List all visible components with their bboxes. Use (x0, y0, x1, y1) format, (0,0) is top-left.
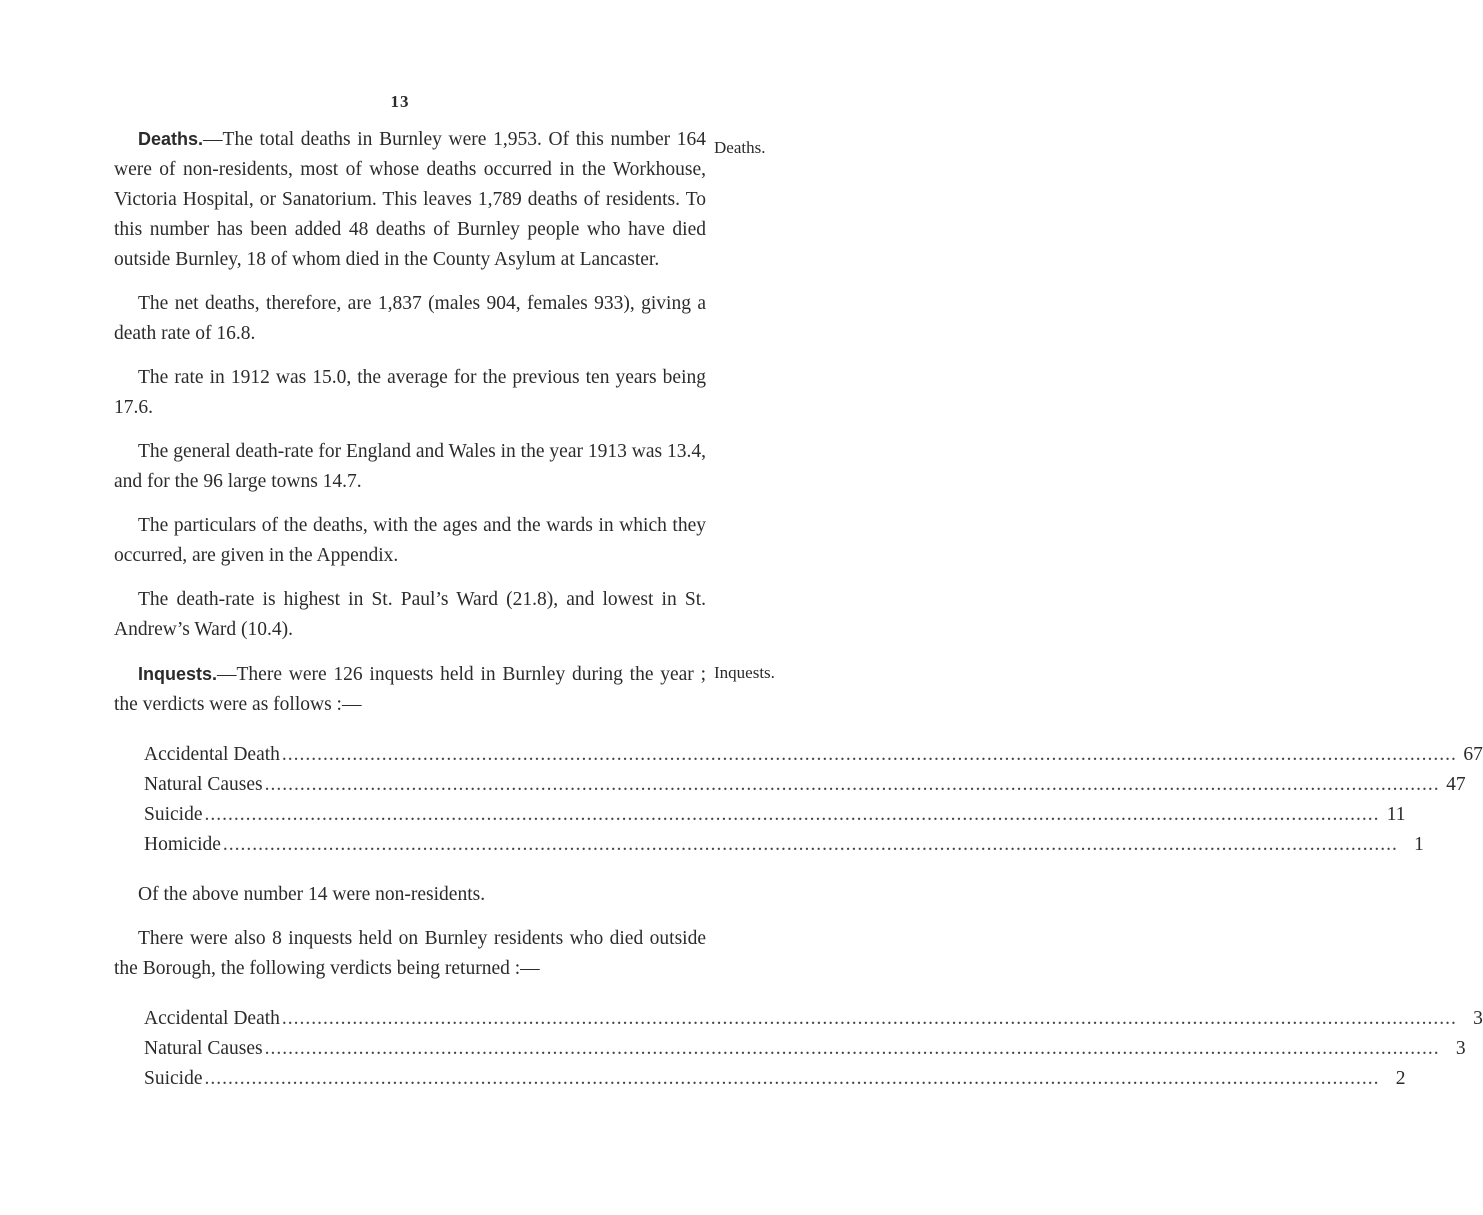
inquests-text-1: —There were 126 inquests held in Burnley during the year ; the verdicts were as follows :— (114, 664, 706, 715)
deaths-heading: Deaths. (138, 129, 204, 149)
inquests-paragraph (114, 659, 706, 720)
list-item (144, 800, 1406, 830)
leader-dots: ........................................................................................................................................................................................................ (281, 1008, 1457, 1029)
margin-note-deaths: Deaths. (714, 138, 766, 157)
leader-dots: ........................................................................................................................................................................................................ (264, 1038, 1440, 1059)
outside-verdicts-list (144, 1004, 1483, 1094)
deaths-text-1: —The total deaths in Burnley were 1,953. Of this number 164 were of non-residents, most of whose deaths occurred in the Workhouse, Victoria Hospital, or Sanatorium. This leaves 1,789 deaths of residents. To this number has been added 48 deaths of Burnley people who have died outside Burnley, 18 of whom died in the County Asylum at Lancaster. (114, 129, 706, 270)
deaths-paragraph (114, 124, 706, 275)
deaths-text-2: The net deaths, therefore, are 1,837 (males 904, females 933), giving a death rate of 16.8. (114, 293, 706, 344)
inquests-text-3: There were also 8 inquests held on Burnley residents who died outside the Borough, the following verdicts being returned :— (114, 928, 706, 979)
verdict-count: 67 (1463, 744, 1483, 765)
list-item (144, 1034, 1466, 1064)
deaths-text-4: The general death-rate for England and Wales in the year 1913 was 13.4, and for the 96 large towns 14.7. (114, 441, 706, 492)
inquests-text-2: Of the above number 14 were non-residents. (138, 884, 486, 905)
leader-dots: ........................................................................................................................................................................................................ (281, 744, 1457, 765)
leader-dots: ........................................................................................................................................................................................................ (204, 1068, 1380, 1089)
list-item (144, 740, 1483, 770)
deaths-text-5: The particulars of the deaths, with the ages and the wards in which they occurred, are given in the Appendix. (114, 515, 706, 566)
verdicts-list (144, 740, 1483, 860)
page-number: 13 (390, 92, 410, 111)
leader-dots: ........................................................................................................................................................................................................ (204, 804, 1380, 825)
list-item (144, 770, 1466, 800)
leader-dots: ........................................................................................................................................................................................................ (264, 774, 1440, 795)
verdict-count: 3 (1455, 1038, 1466, 1059)
verdict-count: 2 (1395, 1068, 1406, 1089)
list-item (144, 830, 1424, 860)
list-item (144, 1064, 1406, 1094)
verdict-count: 1 (1414, 834, 1424, 855)
verdict-count: 11 (1386, 804, 1406, 825)
verdict-label: Natural Causes (144, 774, 263, 795)
verdict-count: 3 (1473, 1008, 1483, 1029)
verdict-label: Accidental Death (144, 1008, 280, 1029)
verdict-count: 47 (1446, 774, 1466, 795)
verdict-label: Suicide (144, 804, 203, 825)
inquests-heading: Inquests. (138, 664, 218, 684)
deaths-text-3: The rate in 1912 was 15.0, the average for the previous ten years being 17.6. (114, 367, 706, 418)
margin-note-inquests: Inquests. (714, 663, 775, 682)
page-body (114, 124, 1483, 1094)
verdict-label: Homicide (144, 834, 221, 855)
list-item (144, 1004, 1483, 1034)
verdict-label: Suicide (144, 1068, 203, 1089)
verdict-label: Natural Causes (144, 1038, 263, 1059)
deaths-text-6: The death-rate is highest in St. Paul’s Ward (21.8), and lowest in St. Andrew’s Ward (10.4). (114, 589, 706, 640)
leader-dots: ........................................................................................................................................................................................................ (222, 834, 1398, 855)
verdict-label: Accidental Death (144, 744, 280, 765)
